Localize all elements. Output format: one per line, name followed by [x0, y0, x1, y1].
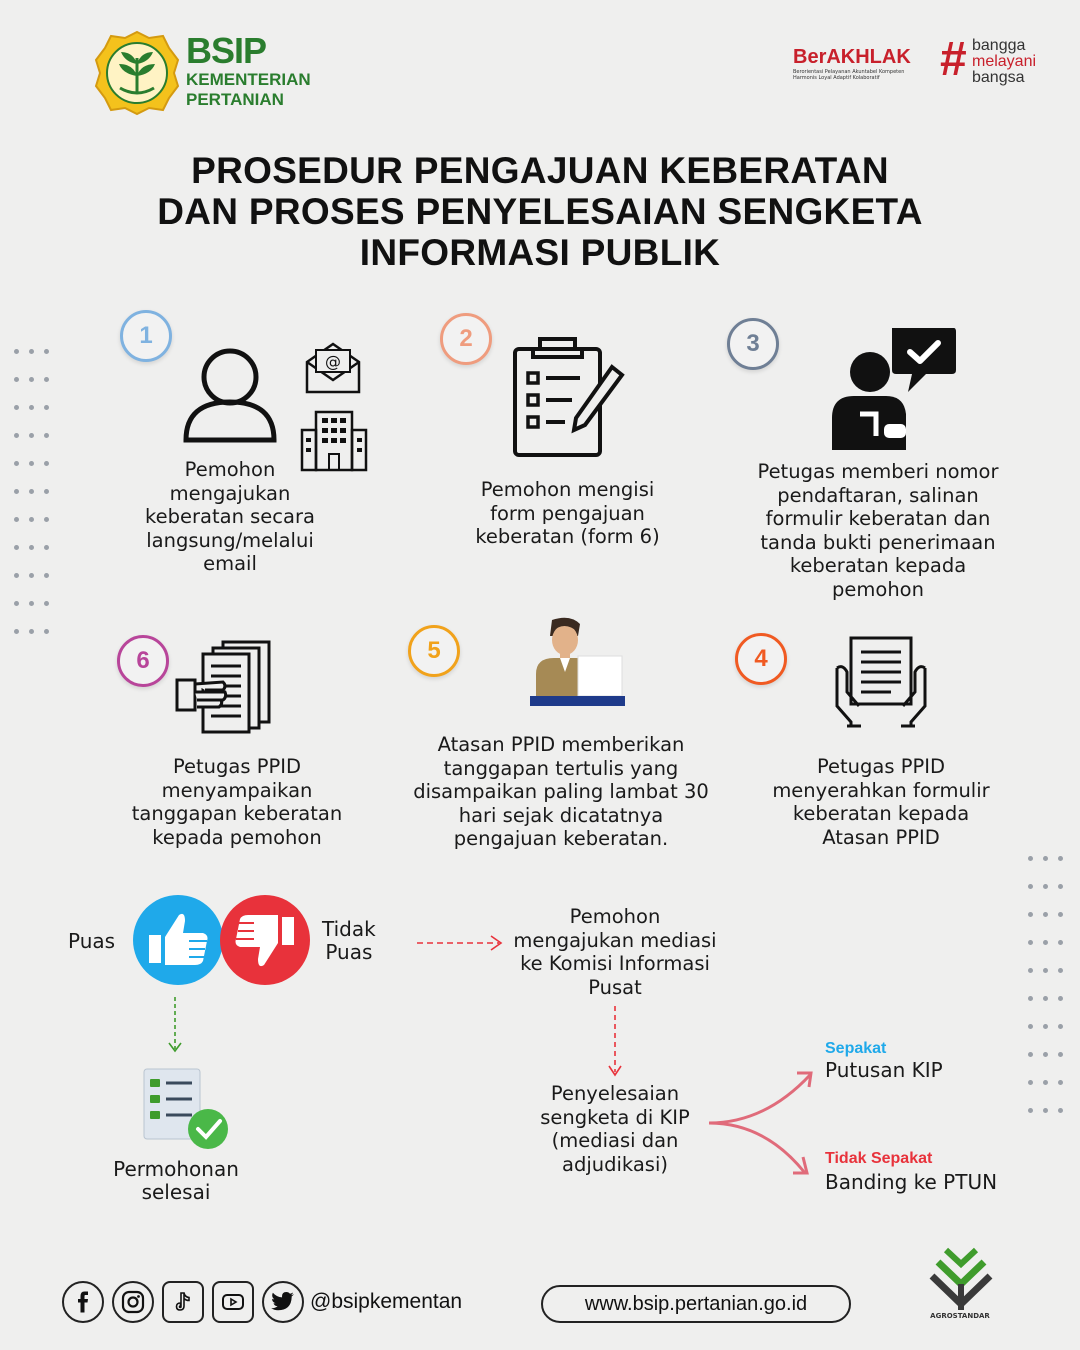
step-3-badge [727, 318, 779, 370]
instagram-icon[interactable] [112, 1281, 154, 1323]
arrow-to-kip [605, 1004, 625, 1079]
hand-documents-icon [175, 638, 275, 734]
tidak-puas-line-2: Puas [325, 940, 373, 964]
officer-at-desk-icon [530, 616, 625, 708]
title-line-1: PROSEDUR PENGAJUAN KEBERATAN [191, 150, 889, 191]
bangga-line-3: bangsa [972, 69, 1025, 86]
bangga-hash-logo: # [940, 33, 967, 86]
step-5-text: Atasan PPID memberikan tanggapan tertulis yang disampaikan paling lambat 30 hari sejak dicatatnya pengajuan keberatan. [413, 733, 709, 850]
step-5-number: 5 [427, 637, 441, 664]
step-3-number: 3 [746, 330, 760, 357]
svg-text:@: @ [325, 352, 341, 371]
sepakat-label: Sepakat [825, 1040, 887, 1057]
branch-arrows [705, 1065, 820, 1180]
bangga-line-2: melayani [972, 53, 1037, 70]
clipboard-form-icon [510, 335, 625, 460]
tidak-sepakat-label: Tidak Sepakat [825, 1150, 933, 1167]
step-1-text: Pemohon mengajukan keberatan secara langsung/melalui email [145, 458, 315, 575]
hands-holding-document-icon [833, 634, 929, 728]
step-2-number: 2 [459, 325, 473, 352]
step-2-badge [440, 313, 492, 365]
putusan-kip-text: Putusan KIP [825, 1058, 943, 1082]
bangga-line-1: bangga [972, 37, 1026, 54]
org-short-name: BSIP [186, 30, 267, 71]
kip-resolution-text: Penyelesaian sengketa di KIP (mediasi dan adjudikasi) [540, 1082, 690, 1176]
bsip-emblem-logo [94, 30, 180, 116]
facebook-icon[interactable] [62, 1281, 104, 1323]
email-icon [304, 340, 362, 395]
arrow-to-selesai [165, 995, 185, 1055]
agrostandar-logo [928, 1240, 994, 1312]
agrostandar-text: AGROSTANDAR [930, 1312, 990, 1320]
step-1-badge [120, 310, 172, 362]
website-link[interactable] [541, 1285, 851, 1323]
banding-ptun-text: Banding ke PTUN [825, 1170, 998, 1194]
org-line-1: KEMENTERIAN [186, 70, 311, 89]
berakhlak-tagline: Berorientasi Pelayanan Akuntabel Kompeten Harmonis Loyal Adaptif Kolaboratif [793, 69, 905, 81]
person-icon [180, 345, 280, 445]
tiktok-icon[interactable] [162, 1281, 204, 1323]
not-satisfied-thumbs-down-button [220, 895, 310, 985]
dot-grid-right [1028, 856, 1073, 1113]
website-url[interactable]: www.bsip.pertanian.go.id [584, 1292, 808, 1315]
step-5-badge [408, 625, 460, 677]
step-4-badge [735, 633, 787, 685]
puas-label: Puas [68, 929, 116, 953]
youtube-icon[interactable] [212, 1281, 254, 1323]
page-title [40, 150, 1040, 273]
thumbs-up-icon [133, 895, 223, 985]
dot-grid-left [14, 349, 59, 634]
step-6-number: 6 [136, 647, 150, 674]
org-full-name [186, 70, 311, 110]
satisfied-thumbs-up-button [133, 895, 223, 985]
selesai-line-1: Permohonan [113, 1157, 239, 1181]
step-2-text: Pemohon mengisi form pengajuan keberatan (form 6) [475, 478, 660, 548]
permohonan-selesai-text [100, 1158, 252, 1204]
checklist-done-icon [140, 1065, 232, 1153]
tidak-puas-label [322, 918, 376, 964]
twitter-icon[interactable] [262, 1281, 304, 1323]
selesai-line-2: selesai [141, 1180, 211, 1204]
mediasi-text: Pemohon mengajukan mediasi ke Komisi Informasi Pusat [513, 905, 717, 999]
step-4-number: 4 [754, 645, 768, 672]
berakhlak-logo: BerAKHLAK [793, 46, 911, 68]
thumbs-down-icon [220, 895, 310, 985]
step-6-badge [117, 635, 169, 687]
title-line-3: INFORMASI PUBLIK [359, 232, 721, 273]
social-links [62, 1281, 304, 1323]
title-line-2: DAN PROSES PENYELESAIAN SENGKETA [157, 191, 923, 232]
step-6-text: Petugas PPID menyampaikan tanggapan keberatan kepada pemohon [131, 755, 343, 849]
social-handle: @bsipkementan [310, 1290, 463, 1313]
arrow-to-mediasi [415, 933, 507, 953]
bangga-melayani-logo [972, 38, 1036, 86]
step-3-text: Petugas memberi nomor pendaftaran, salinan formulir keberatan dan tanda bukti penerimaan keberatan kepada pemohon [757, 460, 999, 601]
chat-support-person-icon [830, 326, 958, 454]
step-1-number: 1 [139, 322, 153, 349]
step-4-text: Petugas PPID menyerahkan formulir keberatan kepada Atasan PPID [772, 755, 990, 849]
org-line-2: PERTANIAN [186, 90, 284, 109]
tidak-puas-line-1: Tidak [322, 917, 376, 941]
